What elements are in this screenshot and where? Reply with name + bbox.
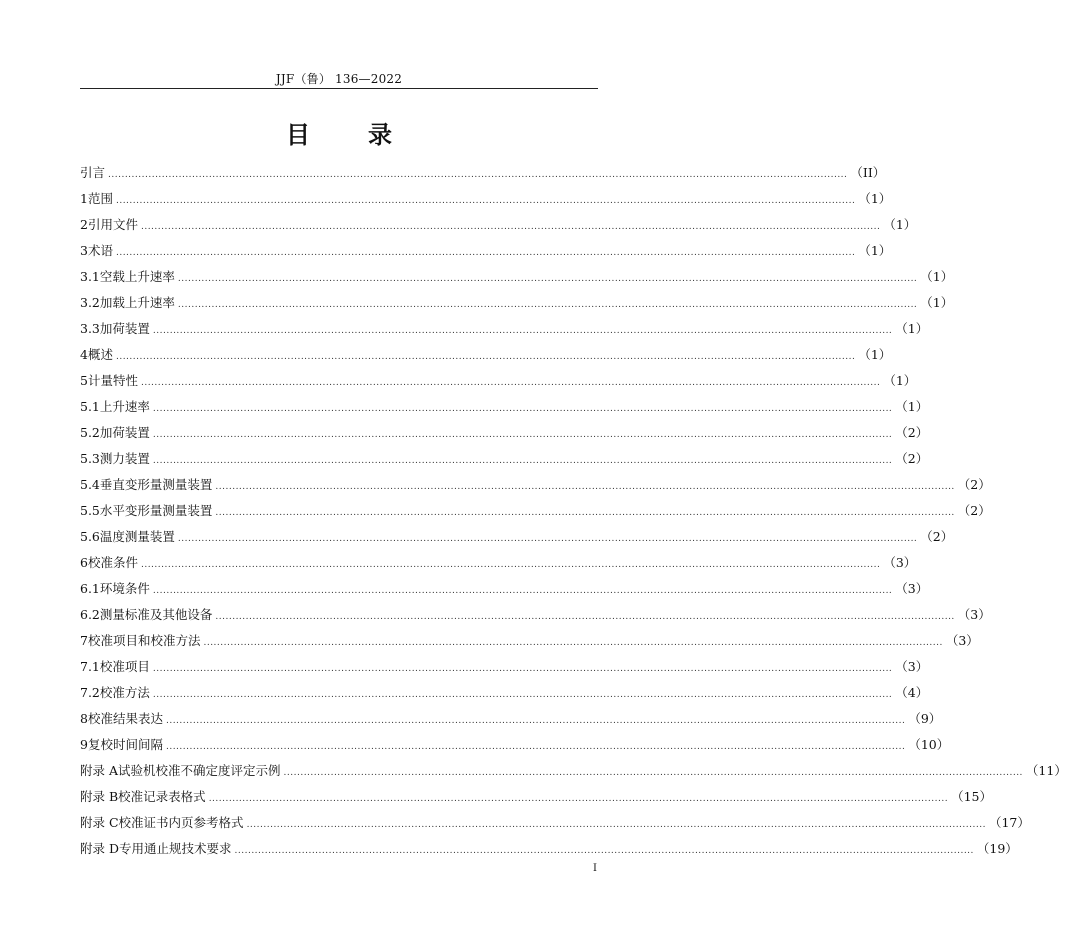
toc-entry[interactable] xyxy=(80,160,886,186)
toc-entry-page: （2） xyxy=(895,451,929,466)
toc-entry-label: 校准证书内页参考格式 xyxy=(118,815,244,830)
toc-leader-dots: ............................................................................................................................................................................................................................ xyxy=(177,300,918,310)
toc-leader-dots: ............................................................................................................................................................................................................................ xyxy=(152,404,893,414)
toc-entry-page: （1） xyxy=(895,399,929,414)
toc-entry-number: 9 xyxy=(80,737,88,752)
toc-entry-page: （15） xyxy=(951,789,992,804)
toc-entry-number: 5.2 xyxy=(80,425,100,440)
toc-entry-number: 7 xyxy=(80,633,88,648)
toc-entry[interactable] xyxy=(80,550,917,576)
toc-entry-label: 校准项目 xyxy=(99,659,150,674)
toc-leader-dots: ............................................................................................................................................................................................................................ xyxy=(140,560,881,570)
toc-entry[interactable] xyxy=(80,472,991,498)
toc-entry-page: （2） xyxy=(895,425,929,440)
toc-entry-number: 5.1 xyxy=(80,399,100,414)
toc-leader-dots: ............................................................................................................................................................................................................................ xyxy=(152,326,893,336)
toc-entry-number: 3 xyxy=(80,243,88,258)
toc-entry[interactable] xyxy=(80,732,950,758)
toc-entry-label: 测力装置 xyxy=(99,451,150,466)
page-title-char-2: 录 xyxy=(368,121,392,149)
toc-leader-dots: ............................................................................................................................................................................................................................ xyxy=(165,742,906,752)
toc-entry-page: （1） xyxy=(883,217,917,232)
toc-leader-dots: ............................................................................................................................................................................................................................ xyxy=(115,196,856,206)
toc-leader-dots: ............................................................................................................................................................................................................................ xyxy=(215,482,955,492)
toc-entry[interactable] xyxy=(80,342,892,368)
toc-entry-label: 空载上升速率 xyxy=(99,269,175,284)
toc-entry-number: 6.1 xyxy=(80,581,100,596)
toc-entry[interactable] xyxy=(80,810,1030,836)
toc-leader-dots: ............................................................................................................................................................................................................................ xyxy=(177,534,918,544)
toc-entry-page: （1） xyxy=(883,373,917,388)
page-title xyxy=(80,115,598,150)
toc-leader-dots: ............................................................................................................................................................................................................................ xyxy=(165,716,906,726)
toc-leader-dots: ............................................................................................................................................................................................................................ xyxy=(215,508,955,518)
toc-entry[interactable] xyxy=(80,316,929,342)
toc-entry-number: 6 xyxy=(80,555,88,570)
toc-entry-label: 试验机校准不确定度评定示例 xyxy=(118,763,281,778)
toc-entry-number: 2 xyxy=(80,217,88,232)
toc-entry-page: （1） xyxy=(895,321,929,336)
toc-entry-page: （17） xyxy=(988,815,1030,830)
table-of-contents xyxy=(80,160,1067,862)
toc-entry-page: （3） xyxy=(895,659,929,674)
toc-leader-dots: ............................................................................................................................................................................................................................ xyxy=(140,222,881,232)
toc-entry-number: 1 xyxy=(80,191,88,206)
toc-entry[interactable] xyxy=(80,524,954,550)
toc-entry-page: （1） xyxy=(920,269,954,284)
toc-entry-page: （3） xyxy=(945,633,979,648)
toc-entry-number: 6.2 xyxy=(80,607,100,622)
toc-entry-number: 7.1 xyxy=(80,659,100,674)
toc-entry-label: 上升速率 xyxy=(99,399,150,414)
toc-entry-page: （1） xyxy=(858,243,892,258)
toc-leader-dots: ............................................................................................................................................................................................................................ xyxy=(208,794,949,804)
toc-entry[interactable] xyxy=(80,368,917,394)
toc-entry[interactable] xyxy=(80,290,954,316)
toc-leader-dots: ............................................................................................................................................................................................................................ xyxy=(203,638,943,648)
toc-entry-label: 校准结果表达 xyxy=(87,711,163,726)
toc-entry-page: （3） xyxy=(957,607,991,622)
toc-entry-page: （2） xyxy=(957,503,991,518)
toc-entry-page: （2） xyxy=(957,477,991,492)
toc-entry[interactable] xyxy=(80,498,991,524)
toc-entry-page: （3） xyxy=(883,555,917,570)
toc-entry-label: 计量特性 xyxy=(87,373,138,388)
toc-entry[interactable] xyxy=(80,602,991,628)
toc-entry[interactable] xyxy=(80,446,929,472)
running-header: JJF（鲁） 136—2022 xyxy=(275,72,403,86)
toc-entry-label: 温度测量装置 xyxy=(99,529,175,544)
toc-entry-label: 复校时间间隔 xyxy=(87,737,163,752)
toc-entry-number: 8 xyxy=(80,711,88,726)
toc-entry[interactable] xyxy=(80,576,929,602)
toc-entry-number: 附录 A xyxy=(80,763,119,778)
toc-entry-label: 概述 xyxy=(87,347,113,362)
toc-entry[interactable] xyxy=(80,654,929,680)
toc-entry-label: 加荷装置 xyxy=(99,321,150,336)
toc-entry-number: 3.3 xyxy=(80,321,100,336)
toc-leader-dots: ............................................................................................................................................................................................................................ xyxy=(152,690,893,700)
toc-entry-page: （19） xyxy=(976,841,1018,856)
toc-entry-label: 专用通止规技术要求 xyxy=(119,841,232,856)
toc-leader-dots: ............................................................................................................................................................................................................................ xyxy=(283,768,1023,778)
header-rule xyxy=(80,88,598,89)
toc-entry-label: 引用文件 xyxy=(87,217,138,232)
toc-entry-number: 附录 B xyxy=(80,789,119,804)
toc-entry-page: （II） xyxy=(850,165,886,180)
toc-entry-page: （11） xyxy=(1025,763,1067,778)
toc-leader-dots: ............................................................................................................................................................................................................................ xyxy=(152,664,893,674)
toc-entry[interactable] xyxy=(80,758,1067,784)
toc-entry-number: 7.2 xyxy=(80,685,100,700)
toc-entry-label: 校准条件 xyxy=(87,555,138,570)
page-number: I xyxy=(593,863,597,874)
toc-entry[interactable] xyxy=(80,836,1018,862)
toc-entry-page: （1） xyxy=(858,191,892,206)
toc-entry[interactable] xyxy=(80,628,979,654)
toc-entry-number: 3.2 xyxy=(80,295,100,310)
toc-entry-number: 4 xyxy=(80,347,88,362)
toc-entry-label: 加荷装置 xyxy=(99,425,150,440)
toc-entry-label: 测量标准及其他设备 xyxy=(99,607,213,622)
toc-entry[interactable] xyxy=(80,394,929,420)
toc-leader-dots: ............................................................................................................................................................................................................................ xyxy=(108,170,848,180)
toc-entry[interactable] xyxy=(80,706,942,732)
toc-leader-dots: ............................................................................................................................................................................................................................ xyxy=(115,352,856,362)
toc-entry-number: 附录 C xyxy=(80,815,119,830)
toc-entry-number: 3.1 xyxy=(80,269,100,284)
toc-entry-page: （1） xyxy=(920,295,954,310)
toc-leader-dots: ............................................................................................................................................................................................................................ xyxy=(177,274,918,284)
toc-entry[interactable] xyxy=(80,186,892,212)
toc-entry-page: （4） xyxy=(895,685,929,700)
toc-entry-number: 5.4 xyxy=(80,477,100,492)
toc-entry-label: 校准记录表格式 xyxy=(118,789,206,804)
toc-entry-number: 5 xyxy=(80,373,88,388)
toc-entry-label: 环境条件 xyxy=(99,581,150,596)
toc-entry-page: （9） xyxy=(908,711,942,726)
toc-entry[interactable] xyxy=(80,420,929,446)
toc-leader-dots: ............................................................................................................................................................................................................................ xyxy=(152,430,893,440)
toc-leader-dots: ............................................................................................................................................................................................................................ xyxy=(152,456,893,466)
page-title-char-1: 目 xyxy=(286,121,310,149)
toc-leader-dots: ............................................................................................................................................................................................................................ xyxy=(140,378,881,388)
toc-entry[interactable] xyxy=(80,680,929,706)
toc-entry-label: 垂直变形量测量装置 xyxy=(99,477,213,492)
toc-entry-label: 术语 xyxy=(87,243,113,258)
toc-entry-page: （10） xyxy=(908,737,950,752)
toc-entry-number: 5.3 xyxy=(80,451,100,466)
toc-entry[interactable] xyxy=(80,784,992,810)
toc-entry-page: （3） xyxy=(895,581,929,596)
toc-entry-number: 附录 D xyxy=(80,841,119,856)
toc-entry-label: 范围 xyxy=(87,191,113,206)
toc-entry[interactable] xyxy=(80,238,892,264)
toc-leader-dots: ............................................................................................................................................................................................................................ xyxy=(115,248,856,258)
toc-entry[interactable] xyxy=(80,264,954,290)
toc-entry-number: 5.6 xyxy=(80,529,100,544)
toc-leader-dots: ............................................................................................................................................................................................................................ xyxy=(215,612,955,622)
toc-entry-label: 校准方法 xyxy=(99,685,150,700)
toc-entry-page: （1） xyxy=(858,347,892,362)
toc-leader-dots: ............................................................................................................................................................................................................................ xyxy=(152,586,893,596)
toc-entry-label: 加载上升速率 xyxy=(99,295,175,310)
toc-entry-label: 水平变形量测量装置 xyxy=(99,503,213,518)
toc-leader-dots: ............................................................................................................................................................................................................................ xyxy=(246,820,986,830)
toc-entry-number: 5.5 xyxy=(80,503,100,518)
toc-entry-label: 引言 xyxy=(80,165,106,180)
toc-entry[interactable] xyxy=(80,212,917,238)
toc-entry-label: 校准项目和校准方法 xyxy=(87,633,201,648)
toc-leader-dots: ............................................................................................................................................................................................................................ xyxy=(234,846,974,856)
toc-entry-page: （2） xyxy=(920,529,954,544)
